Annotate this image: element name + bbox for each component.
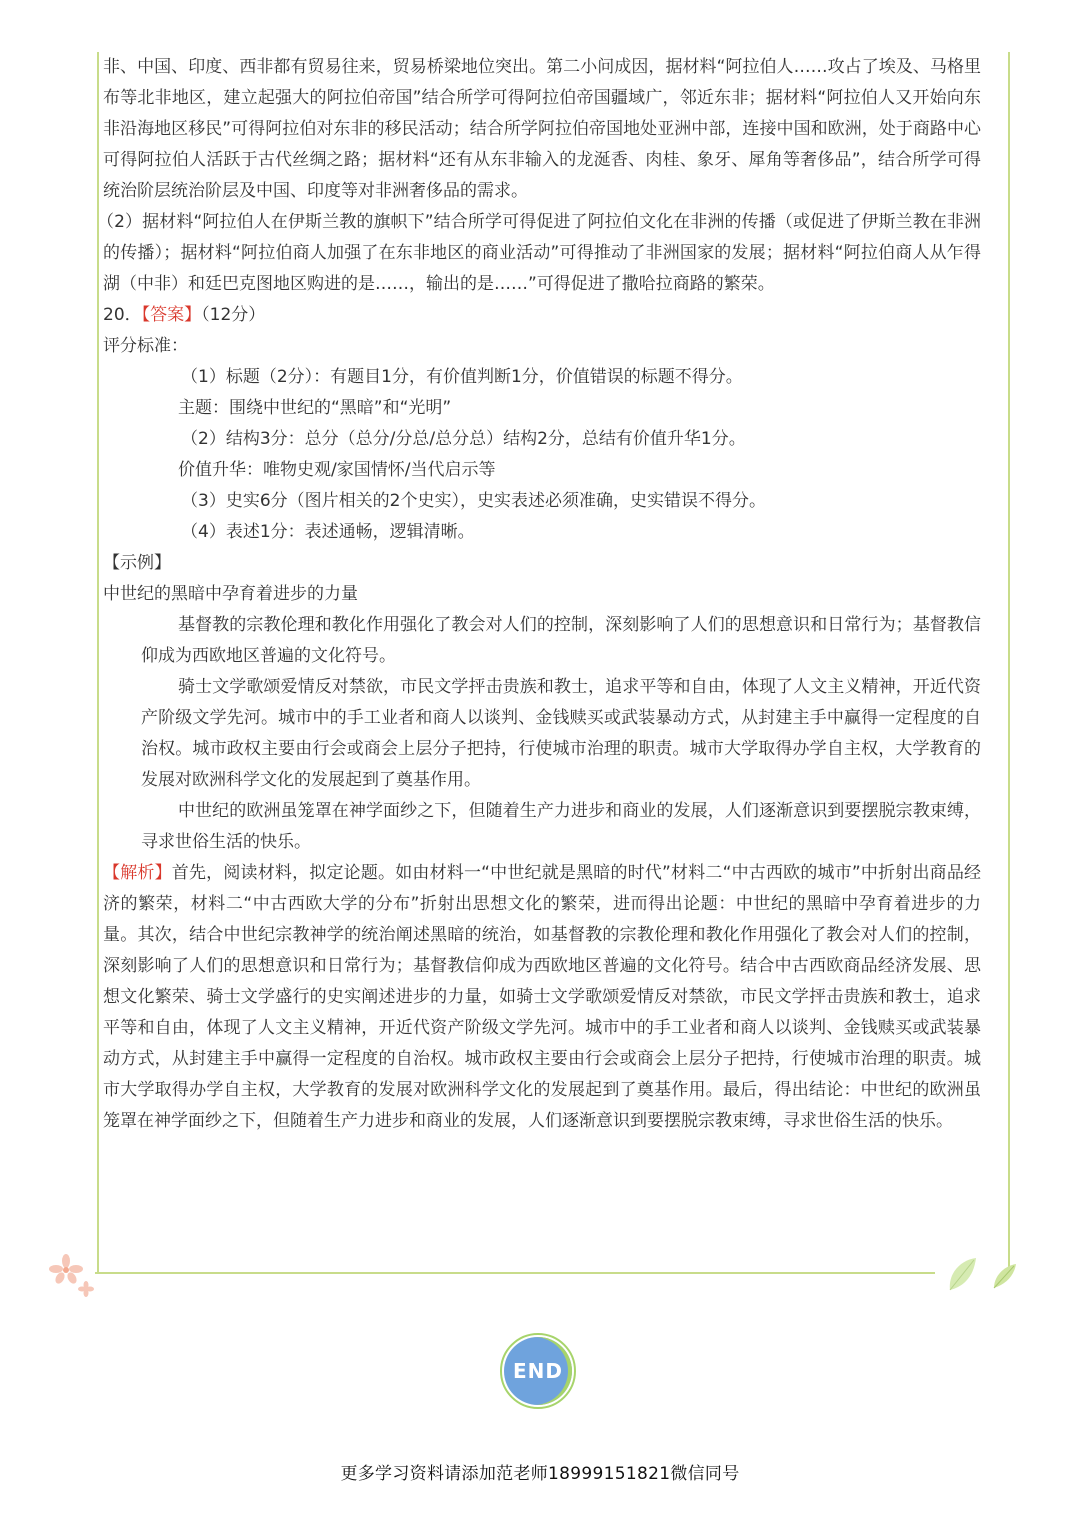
question-score: （12分） [201,305,266,325]
question-number: 20． [103,305,142,325]
analysis-paragraph [103,858,981,1137]
criteria-value: 价值升华：唯物史观/家国情怀/当代启示等 [178,460,496,480]
analysis-tag: 【解析】 [103,863,172,883]
page-frame-right [1008,52,1010,1274]
analysis-text: 首先，阅读材料，拟定论题。如由材料一“中世纪就是黑暗的时代”材料二“中古西欧的城市”中折射出商品经济的繁荣，材料二“中古西欧大学的分布”折射出思想文化的繁荣，进而得出论题：中世纪的黑暗中孕育着进步的力量。其次，结合中世纪宗教神学的统治阐述黑暗的统治，如基督教的宗教伦理和教化作用强化了教会对人们的控制，深刻影响了人们的思想意识和日常行为；基督教信仰成为西欧地区普遍的文化符号。结合中古西欧商品经济发展、思想文化繁荣、骑士文学盛行的史实阐述进步的力量，如骑士文学歌颂爱情反对禁欲，市民文学抨击贵族和教士，追求平等和自由，体现了人文主义精神，开近代资产阶级文学先河。城市中的手工业者和商人以谈判、金钱赎买或武装暴动方式，从封建主手中赢得一定程度的自治权。城市政权主要由行会或商会上层分子把持，行使城市治理的职责。城市大学取得办学自主权，大学教育的发展对欧洲科学文化的发展起到了奠基作用。最后，得出结论：中世纪的欧洲虽笼罩在神学面纱之下，但随着生产力进步和商业的发展，人们逐渐意识到要摆脱宗教束缚，寻求世俗生活的快乐。 [103,863,982,1131]
example-paragraph-2: 骑士文学歌颂爱情反对禁欲，市民文学抨击贵族和教士，追求平等和自由，体现了人文主义精神，开近代资产阶级文学先河。城市中的手工业者和商人以谈判、金钱赎买或武装暴动方式，从封建主手中赢得一定程度的自治权。城市政权主要由行会或商会上层分子把持，行使城市治理的职责。城市大学取得办学自主权，大学教育的发展对欧洲科学文化的发展起到了奠基作用。 [141,677,981,790]
example-paragraph-1: 基督教的宗教伦理和教化作用强化了教会对人们的控制，深刻影响了人们的思想意识和日常行为；基督教信仰成为西欧地区普遍的文化符号。 [141,615,981,666]
criteria-item-3: （3）史实6分（图片相关的2个史实），史实表述必须准确，史实错误不得分。 [181,491,766,511]
question-20-header [103,300,981,331]
paragraph-q2: （2）据材料“阿拉伯人在伊斯兰教的旗帜下”结合所学可得促进了阿拉伯文化在非洲的传播（或促进了伊斯兰教在非洲的传播）；据材料“阿拉伯商人加强了在东非地区的商业活动”可得推动了非洲国家的发展；据材料“阿拉伯商人从乍得湖（中非）和廷巴克图地区购进的是……，输出的是……”可得促进了撒哈拉商路的繁荣。 [97,212,981,294]
answer-tag: 【答案】 [141,305,202,325]
criteria-item-1: （1）标题（2分）：有题目1分，有价值判断1分，价值错误的标题不得分。 [181,367,743,387]
document-body [97,52,982,1137]
paragraph-continued: 非、中国、印度、西非都有贸易往来，贸易桥梁地位突出。第二小问成因，据材料“阿拉伯人……攻占了埃及、马格里布等北非地区，建立起强大的阿拉伯帝国”结合所学可得阿拉伯帝国疆域广，邻近东非；据材料“阿拉伯人又开始向东非沿海地区移民”可得阿拉伯对东非的移民活动；结合所学阿拉伯帝国地处亚洲中部，连接中国和欧洲，处于商路中心可得阿拉伯人活跃于古代丝绸之路；据材料“还有从东非输入的龙涎香、肉桂、象牙、犀角等奢侈品”，结合所学可得统治阶层统治阶层及中国、印度等对非洲奢侈品的需求。 [103,57,981,201]
criteria-label: 评分标准： [103,336,188,356]
example-paragraph-3: 中世纪的欧洲虽笼罩在神学面纱之下，但随着生产力进步和商业的发展，人们逐渐意识到要摆脱宗教束缚，寻求世俗生活的快乐。 [141,801,981,852]
example-label: 【示例】 [103,553,171,573]
flower-icon [48,1254,98,1300]
criteria-theme: 主题：围绕中世纪的“黑暗”和“光明” [178,398,452,418]
footer-contact: 更多学习资料请添加范老师18999151821微信同号 [340,1464,740,1484]
example-title: 中世纪的黑暗中孕育着进步的力量 [103,584,358,604]
criteria-item-2: （2）结构3分：总分（总分/分总/总分总）结构2分，总结有价值升华1分。 [181,429,746,449]
criteria-item-4: （4）表述1分：表述通畅，逻辑清晰。 [181,522,475,542]
leaf-icon [944,1254,1024,1294]
page-frame-bottom [95,1272,935,1274]
end-badge: END [504,1337,572,1405]
